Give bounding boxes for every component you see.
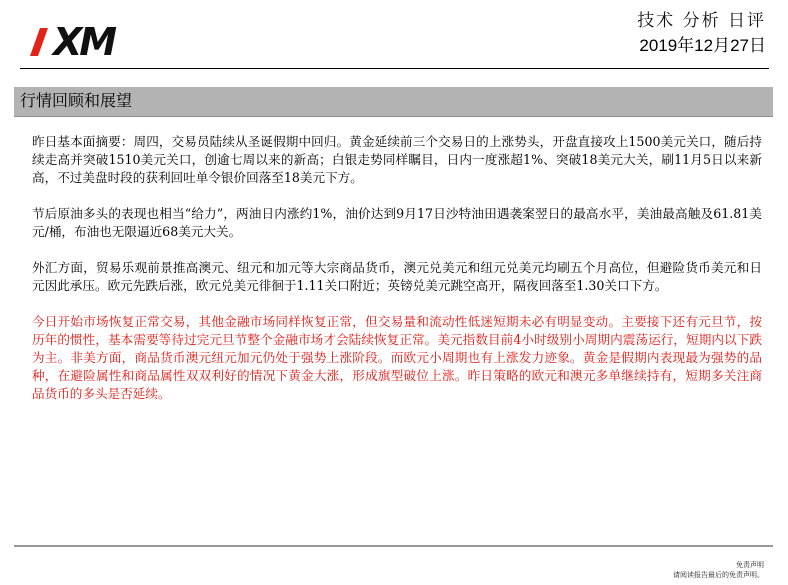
disclaimer-text: 请阅读报告最后的免责声明。	[673, 571, 764, 579]
logo-slash-icon	[30, 24, 52, 60]
footer-divider	[14, 545, 773, 547]
report-body	[32, 133, 762, 421]
disclaimer	[673, 560, 764, 580]
oil-paragraph: 节后原油多头的表现也相当“给力”，两油日内涨约1%，油价达到9月17日沙特油田遇袭案翌日的最高水平，美油最高触及61.81美元/桶，布油也无限逼近68美元大关。	[32, 206, 762, 239]
section-header	[14, 87, 773, 117]
disclaimer-title: 免责声明	[736, 561, 764, 569]
outlook-paragraph: 今日开始市场恢复正常交易，其他金融市场同样恢复正常，但交易量和流动性低迷短期未必有明显变动。主要接下还有元旦节，按历年的惯性，基本需要等待过完元旦节整个金融市场才会陆续恢复正常。美元指数目前4小时级别小周期内震荡运行，短期内以下跌为主。非美方面，商品货币澳元纽元加元仍处于强势上涨阶段。而欧元小周期也有上涨发力迹象。黄金是假期内表现最为强势的品种，在避险属性和商品属性双双利好的情况下黄金大涨，形成旗型破位上涨。昨日策略的欧元和澳元多单继续持有，短期多关注商品货币的多头是否延续。	[32, 314, 762, 401]
forex-paragraph: 外汇方面，贸易乐观前景推高澳元、纽元和加元等大宗商品货币，澳元兑美元和纽元兑美元均刷五个月高位，但避险货币美元和日元因此承压。欧元先跌后涨，欧元兑美元徘徊于1.11关口附近；英镑兑美元跳空高开，隔夜回落至1.30关口下方。	[32, 260, 762, 293]
report-header	[637, 10, 766, 57]
header-divider	[20, 68, 769, 69]
report-date: 2019年12月27日	[639, 36, 766, 55]
report-type: 技术 分析 日评	[637, 11, 766, 31]
section-title: 行情回顾和展望	[20, 91, 133, 110]
xm-logo	[30, 22, 114, 62]
summary-paragraph: 昨日基本面摘要：周四，交易员陆续从圣诞假期中回归。黄金延续前三个交易日的上涨势头，开盘直接攻上1500美元关口，随后持续走高并突破1510美元关口，创逾七周以来的新高；白银走势同样瞩目，日内一度涨超1%、突破18美元大关，刷11月5日以来新高，不过美盘时段的获利回吐单令银价回落至18美元下方。	[32, 134, 762, 185]
logo-text: XM	[53, 20, 115, 64]
